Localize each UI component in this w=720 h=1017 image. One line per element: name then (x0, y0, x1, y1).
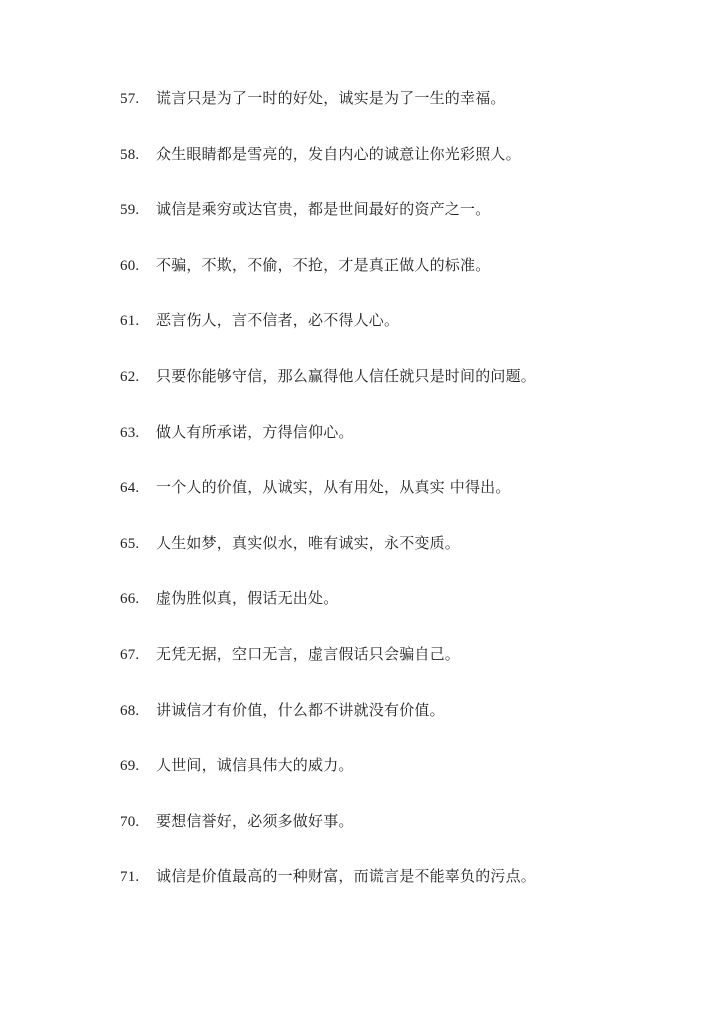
list-item (120, 586, 680, 642)
item-number: 58. (120, 146, 140, 163)
item-text: 众生眼睛都是雪亮的，发自内心的诚意让你光彩照人。 (156, 144, 521, 163)
item-number: 57. (120, 91, 140, 107)
item-text: 只要你能够守信，那么赢得他人信任就只是时间的问题。 (156, 366, 537, 385)
item-text: 诚信是价值最高的一种财富，而谎言是不能辜负的污点。 (156, 867, 537, 886)
item-number: 67. (120, 646, 140, 663)
list-item (120, 753, 680, 809)
list-item (120, 142, 680, 198)
quote-list (120, 86, 680, 920)
item-number: 68. (120, 702, 140, 719)
list-item (120, 364, 680, 420)
item-number: 59. (120, 202, 140, 219)
list-item (120, 197, 680, 253)
item-text: 要想信誉好，必须多做好事。 (156, 811, 354, 830)
item-text: 不骗，不欺，不偷，不抢，才是真正做人的标准。 (156, 255, 491, 274)
item-number: 66. (120, 591, 140, 608)
item-text: 恶言伤人，言不信者，必不得人心。 (156, 311, 400, 330)
item-number: 69. (120, 758, 140, 775)
list-item (120, 86, 680, 142)
item-number: 70. (120, 813, 140, 830)
item-text: 诚信是乘穷或达官贵，都是世间最好的资产之一。 (156, 200, 491, 219)
item-number: 61. (120, 313, 140, 330)
item-text: 做人有所承诺，方得信仰心。 (156, 422, 354, 441)
list-item (120, 475, 680, 531)
list-item (120, 698, 680, 754)
item-number: 65. (120, 535, 140, 552)
list-item (120, 420, 680, 476)
item-text: 谎言只是为了一时的好处，诚实是为了一生的幸福。 (156, 89, 506, 107)
list-item (120, 864, 680, 920)
item-number: 62. (120, 368, 140, 385)
item-number: 63. (120, 424, 140, 441)
list-item (120, 642, 680, 698)
list-item (120, 253, 680, 309)
item-text: 人世间，诚信具伟大的威力。 (156, 756, 354, 775)
item-text: 人生如梦，真实似水，唯有诚实，永不变质。 (156, 533, 461, 552)
list-item (120, 531, 680, 587)
list-item (120, 308, 680, 364)
item-text: 无凭无据，空口无言，虚言假话只会骗自己。 (156, 644, 461, 663)
item-text: 一个人的价值，从诚实，从有用处，从真实 中得出。 (156, 478, 511, 497)
item-number: 60. (120, 257, 140, 274)
item-number: 64. (120, 480, 140, 497)
item-text: 讲诚信才有价值，什么都不讲就没有价值。 (156, 700, 445, 719)
list-item (120, 809, 680, 865)
item-text: 虚伪胜似真，假话无出处。 (156, 589, 339, 608)
item-number: 71. (120, 869, 140, 886)
